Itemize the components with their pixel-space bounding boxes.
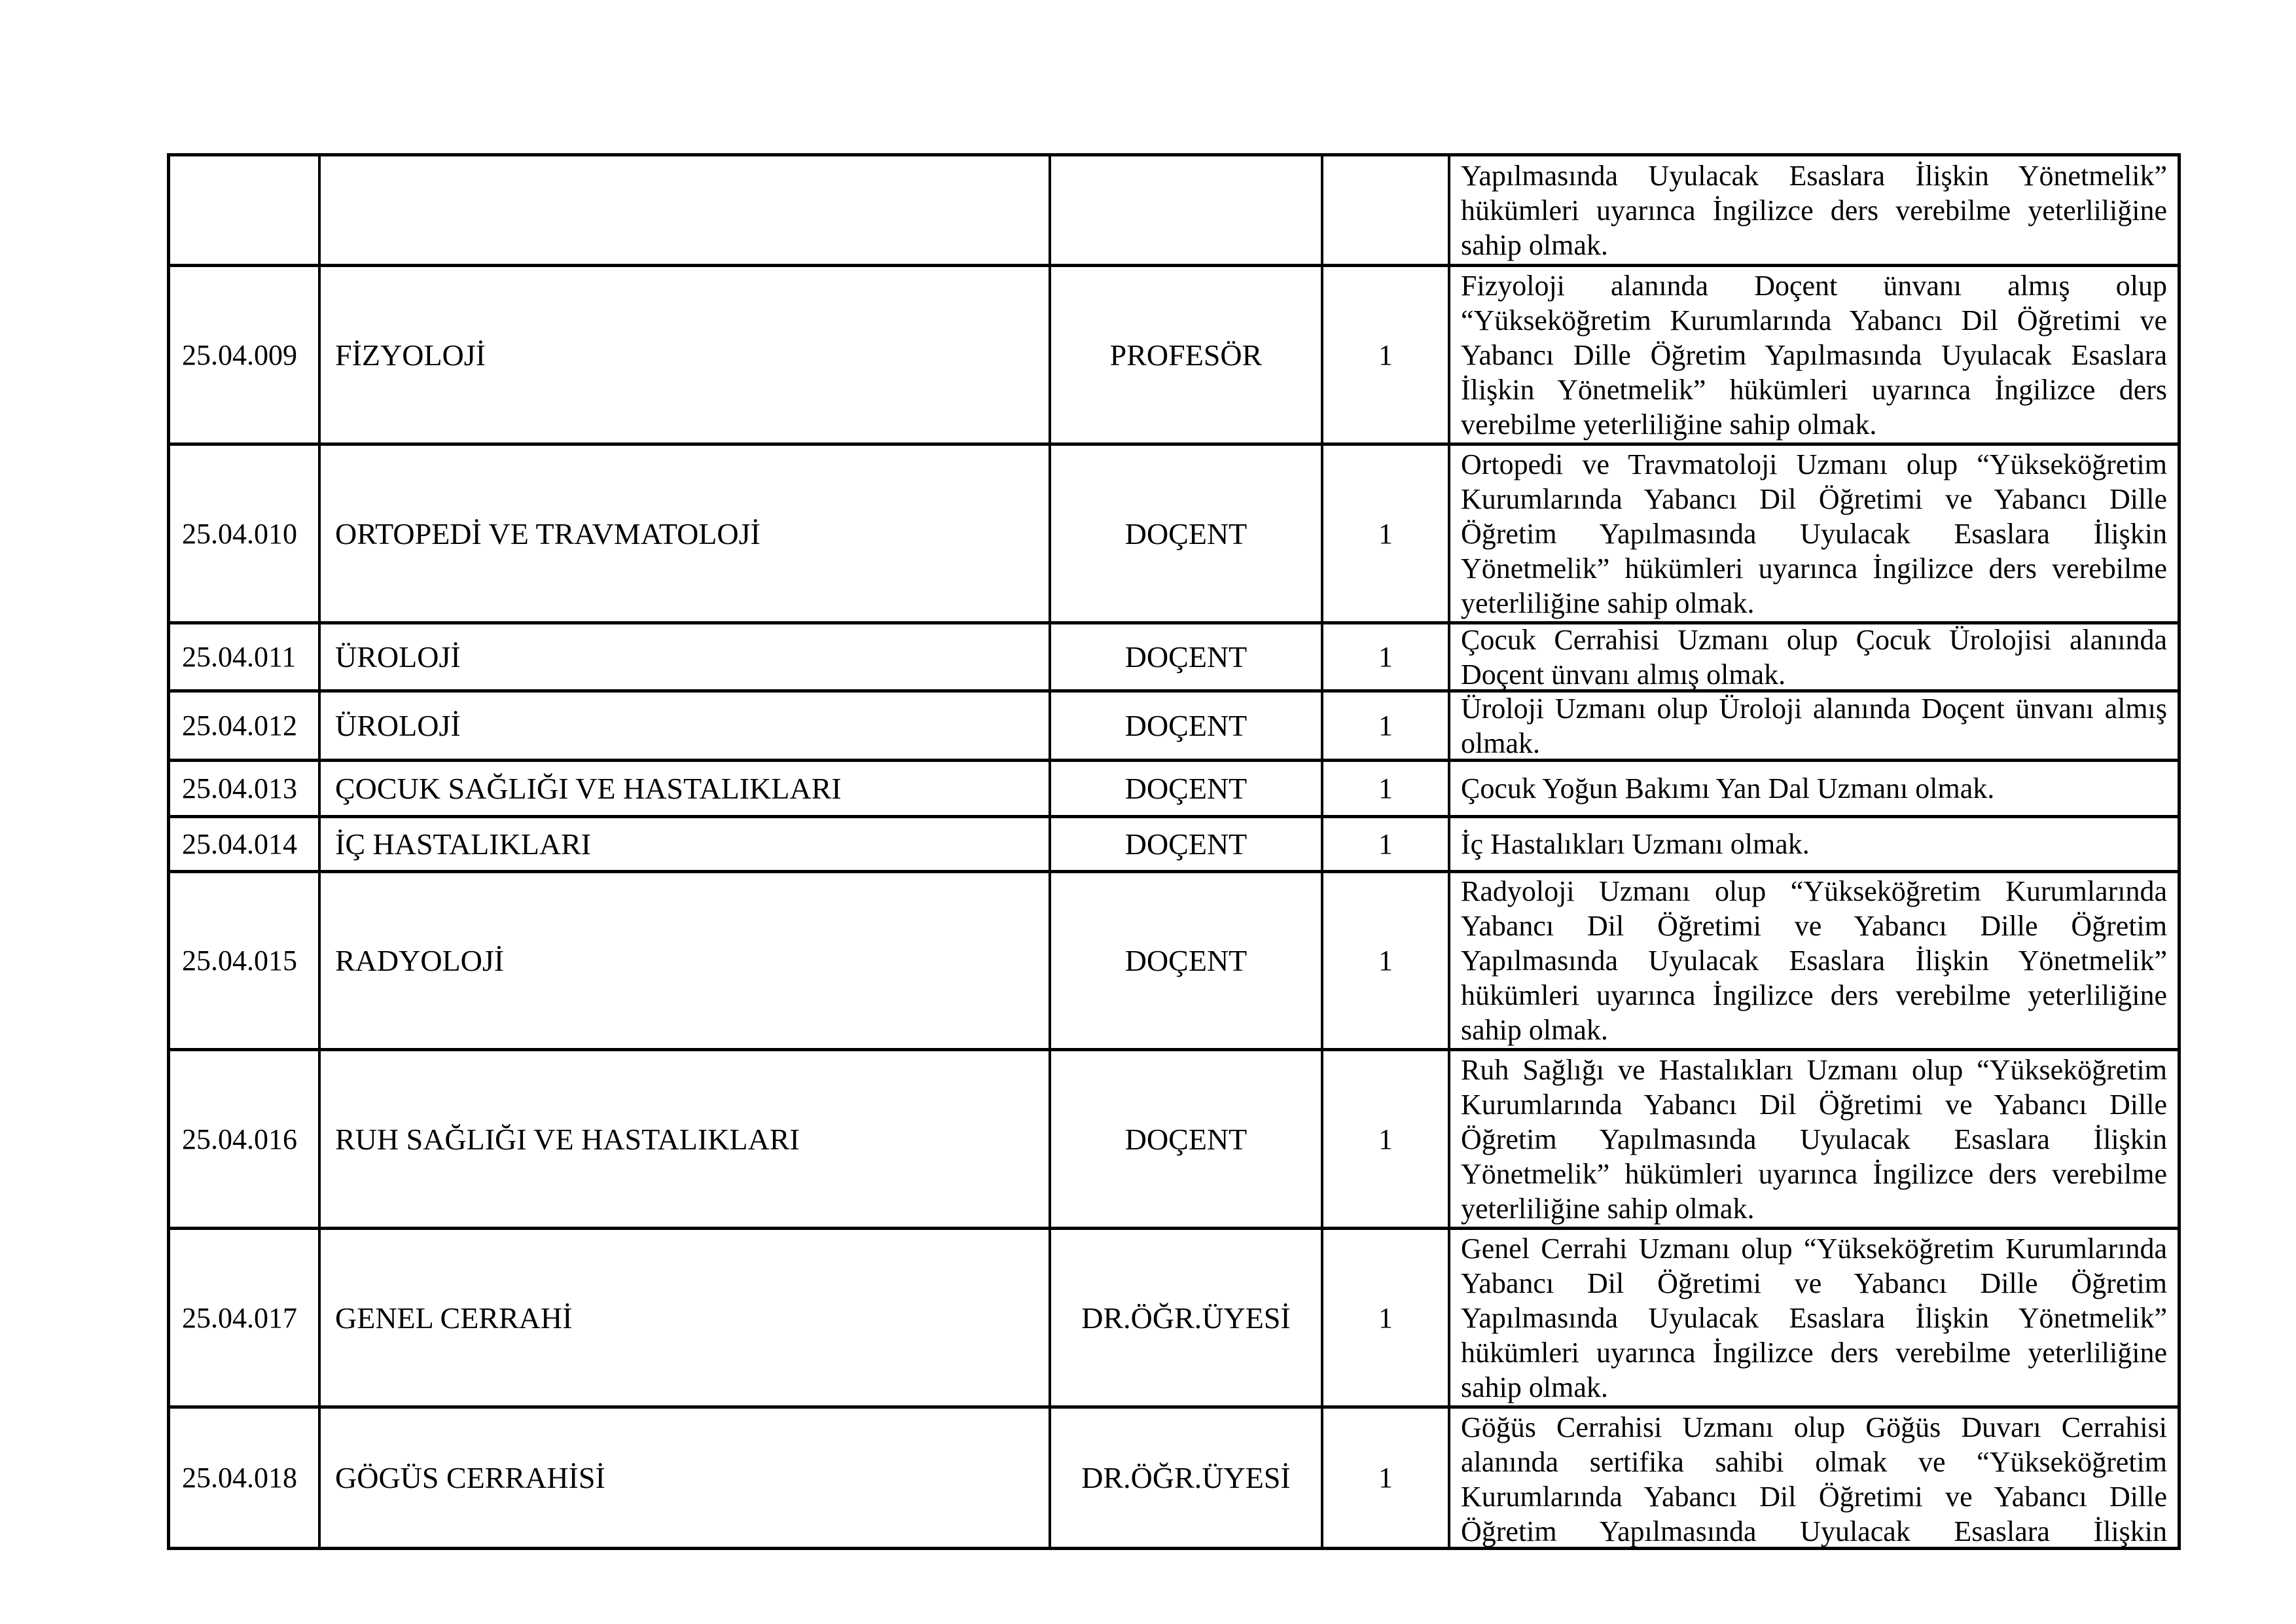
description-text: Üroloji Uzmanı olup Üroloji alanında Doçent ünvanı almış olmak. [1461,692,2167,759]
quota-cell [1321,156,1448,264]
department-cell [318,870,1049,1048]
title-cell [1049,1048,1321,1227]
code-cell [170,1048,318,1227]
title-text: PROFESÖR [1109,338,1263,372]
quota-text: 1 [1378,1123,1393,1155]
department-text: ORTOPEDİ VE TRAVMATOLOJİ [335,516,761,550]
code-cell [170,621,318,689]
quota-cell [1321,621,1448,689]
quota-cell [1321,1048,1448,1227]
department-text: ÜROLOJİ [335,640,461,674]
quota-text: 1 [1378,517,1393,550]
code-cell [170,264,318,442]
description-cell [1448,1227,2178,1405]
title-text: DOÇENT [1124,944,1247,977]
description-cell [1448,156,2178,264]
title-text: DR.ÖĞR.ÜYESİ [1081,1461,1291,1494]
title-cell [1049,1227,1321,1405]
department-text: RADYOLOJİ [335,944,505,977]
description-cell [1448,815,2178,870]
quota-text: 1 [1378,772,1393,804]
department-text: RUH SAĞLIĞI VE HASTALIKLARI [335,1122,800,1156]
department-cell [318,1048,1049,1227]
quota-cell [1321,264,1448,442]
quota-text: 1 [1378,641,1393,673]
code-text: 25.04.009 [182,338,297,371]
description-cell [1448,759,2178,815]
title-cell [1049,689,1321,759]
title-cell [1049,1405,1321,1547]
code-text: 25.04.018 [182,1462,297,1494]
department-cell [318,264,1049,442]
department-text: GENEL CERRAHİ [335,1301,573,1335]
quota-cell [1321,1405,1448,1547]
code-cell [170,1227,318,1405]
department-cell [318,689,1049,759]
quota-text: 1 [1378,338,1393,371]
description-cell [1448,264,2178,442]
department-cell [318,1227,1049,1405]
department-text: ÜROLOJİ [335,709,461,742]
department-text: İÇ HASTALIKLARI [335,827,592,861]
department-text: ÇOCUK SAĞLIĞI VE HASTALIKLARI [335,772,842,805]
description-text: Genel Cerrahi Uzmanı olup “Yükseköğretim Kurumlarında Yabancı Dil Öğretimi ve Yabancı Dille Öğretim Yapılmasında Uyulacak Esaslara İlişkin Yönetmelik” hükümleri uyarınca İngilizce ders verebilme yeterliliğine sahip olmak. [1461,1232,2167,1403]
description-text: Yapılmasında Uyulacak Esaslara İlişkin Yönetmelik” hükümleri uyarınca İngilizce ders verebilme yeterliliğine sahip olmak. [1461,159,2167,261]
code-text: 25.04.016 [182,1123,297,1155]
quota-cell [1321,815,1448,870]
department-cell [318,156,1049,264]
department-cell [318,815,1049,870]
code-cell [170,1405,318,1547]
description-text: Radyoloji Uzmanı olup “Yükseköğretim Kurumlarında Yabancı Dil Öğretimi ve Yabancı Dille Öğretim Yapılmasında Uyulacak Esaslara İlişkin Yönetmelik” hükümleri uyarınca İngilizce ders verebilme yeterliliğine sahip olmak. [1461,875,2167,1046]
quota-cell [1321,442,1448,621]
code-cell [170,156,318,264]
description-text: Ruh Sağlığı ve Hastalıkları Uzmanı olup “Yükseköğretim Kurumlarında Yabancı Dil Öğretimi ve Yabancı Dille Öğretim Yapılmasında Uyulacak Esaslara İlişkin Yönetmelik” hükümleri uyarınca İngilizce ders verebilme yeterliliğine sahip olmak. [1461,1053,2167,1225]
description-text: Fizyoloji alanında Doçent ünvanı almış olup “Yükseköğretim Kurumlarında Yabancı Dil Öğretimi ve Yabancı Dille Öğretim Yapılmasında Uyulacak Esaslara İlişkin Yönetmelik” hükümleri uyarınca İngilizce ders verebilme yeterliliğine sahip olmak. [1461,269,2167,441]
description-text: Göğüs Cerrahisi Uzmanı olup Göğüs Duvarı Cerrahisi alanında sertifika sahibi olmak ve “Yükseköğretim Kurumlarında Yabancı Dil Öğretimi ve Yabancı Dille Öğretim Yapılmasında Uyulacak Esaslara İlişkin [1461,1411,2167,1547]
title-cell [1049,621,1321,689]
description-text: Çocuk Cerrahisi Uzmanı olup Çocuk Ürolojisi alanında Doçent ünvanı almış olmak. [1461,623,2167,689]
department-text: FİZYOLOJİ [335,338,486,372]
description-cell [1448,870,2178,1048]
title-cell [1049,156,1321,264]
department-text: GÖGÜS CERRAHİSİ [335,1461,605,1494]
quota-cell [1321,759,1448,815]
quota-text: 1 [1378,710,1393,742]
description-cell [1448,621,2178,689]
department-cell [318,621,1049,689]
title-cell [1049,815,1321,870]
quota-text: 1 [1378,1301,1393,1334]
title-cell [1049,264,1321,442]
code-text: 25.04.017 [182,1301,297,1334]
department-cell [318,759,1049,815]
code-text: 25.04.013 [182,772,297,804]
title-cell [1049,759,1321,815]
code-cell [170,759,318,815]
vacancy-table [167,153,2181,1550]
title-text: DOÇENT [1124,640,1247,674]
title-cell [1049,442,1321,621]
code-cell [170,815,318,870]
title-text: DOÇENT [1124,1122,1247,1156]
title-text: DR.ÖĞR.ÜYESİ [1081,1301,1291,1335]
description-text: İç Hastalıkları Uzmanı olmak. [1461,828,1810,860]
title-cell [1049,870,1321,1048]
description-cell [1448,442,2178,621]
quota-cell [1321,1227,1448,1405]
description-cell [1448,1048,2178,1227]
code-cell [170,870,318,1048]
title-text: DOÇENT [1124,516,1247,550]
description-cell [1448,1405,2178,1547]
quota-cell [1321,870,1448,1048]
title-text: DOÇENT [1124,709,1247,742]
department-cell [318,442,1049,621]
description-cell [1448,689,2178,759]
code-text: 25.04.012 [182,710,297,742]
quota-text: 1 [1378,828,1393,860]
description-text: Çocuk Yoğun Bakımı Yan Dal Uzmanı olmak. [1461,772,1995,804]
code-cell [170,689,318,759]
code-cell [170,442,318,621]
title-text: DOÇENT [1124,772,1247,805]
code-text: 25.04.010 [182,517,297,550]
code-text: 25.04.014 [182,828,297,860]
code-text: 25.04.015 [182,945,297,977]
code-text: 25.04.011 [182,641,296,673]
department-cell [318,1405,1049,1547]
quota-text: 1 [1378,945,1393,977]
description-text: Ortopedi ve Travmatoloji Uzmanı olup “Yükseköğretim Kurumlarında Yabancı Dil Öğretimi ve Yabancı Dille Öğretim Yapılmasında Uyulacak Esaslara İlişkin Yönetmelik” hükümleri uyarınca İngilizce ders verebilme yeterliliğine sahip olmak. [1461,448,2167,619]
quota-text: 1 [1378,1462,1393,1494]
title-text: DOÇENT [1124,827,1247,861]
quota-cell [1321,689,1448,759]
